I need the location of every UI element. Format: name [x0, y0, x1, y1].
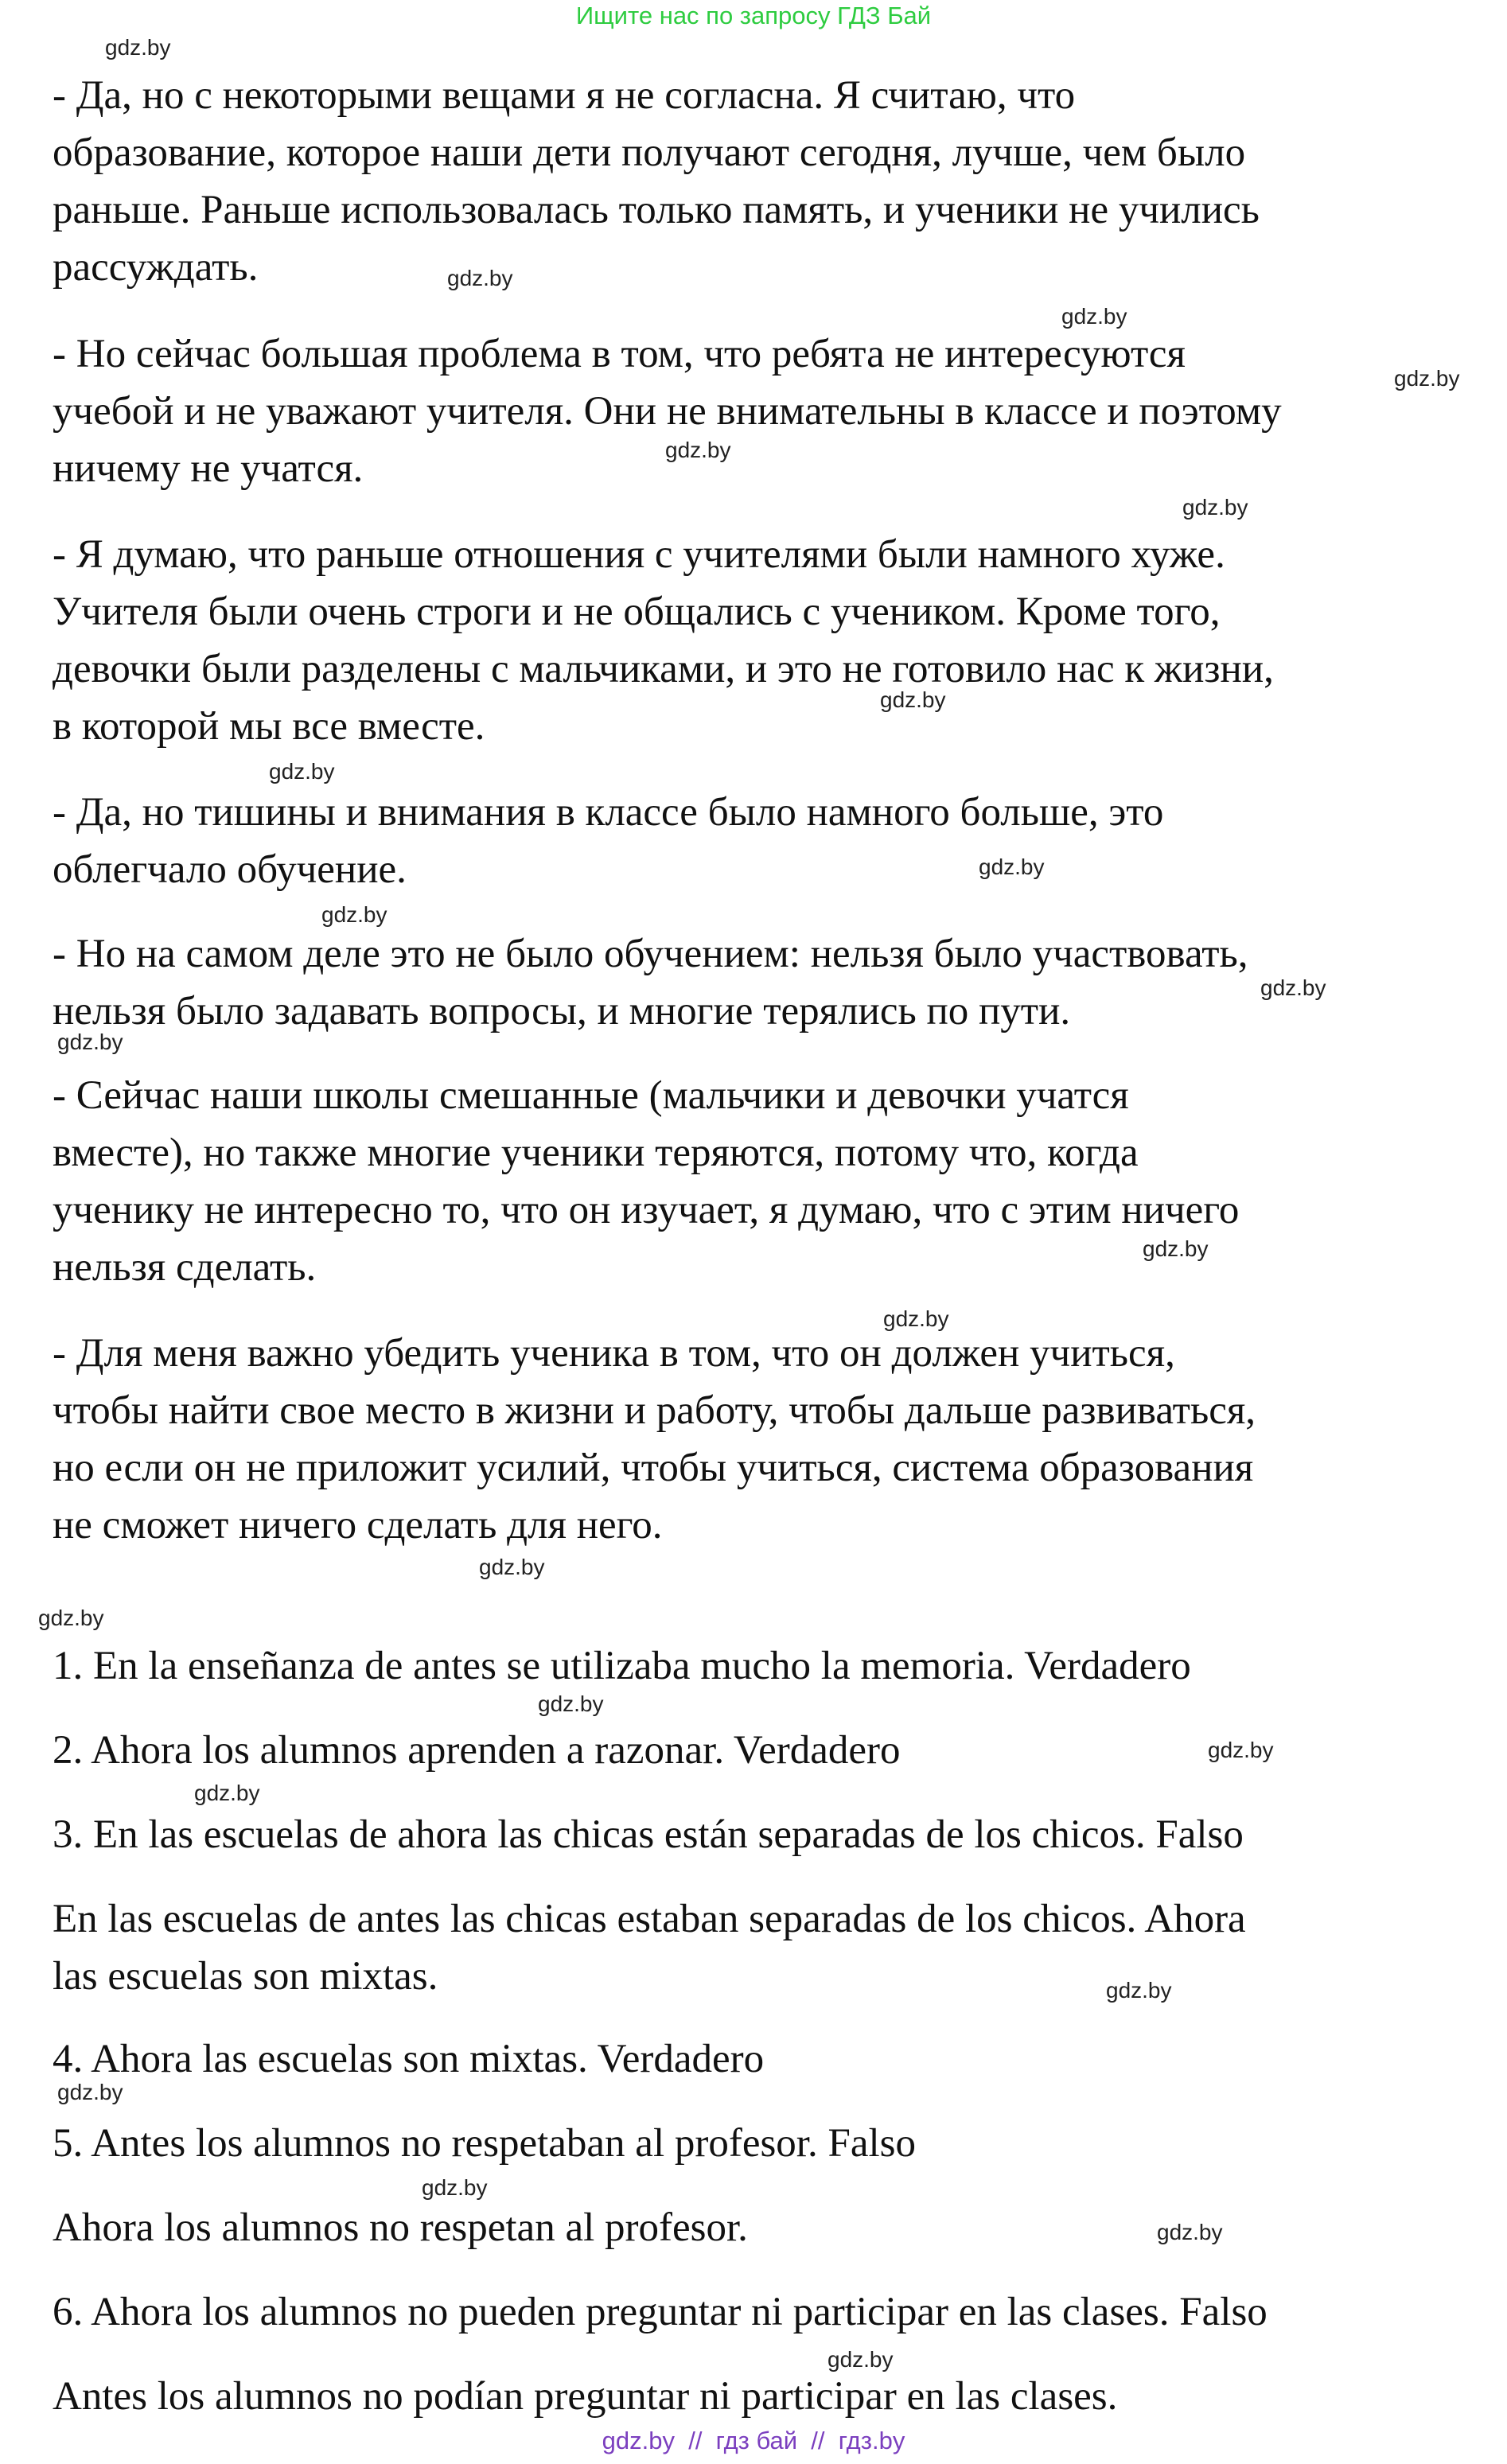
watermark: gdz.by	[1143, 1236, 1209, 1261]
text-line: нельзя сделать.	[53, 1245, 317, 1290]
watermark: gdz.by	[1157, 2220, 1223, 2244]
watermark: gdz.by	[1061, 304, 1127, 329]
text-line: вместе), но также многие ученики теряются, потому что, когда	[53, 1131, 1139, 1175]
watermark: gdz.by	[105, 35, 171, 60]
text-line: 1. En la enseñanza de antes se utilizaba mucho la memoria. Verdadero	[53, 1644, 1191, 1688]
text-line: - Для меня важно убедить ученика в том, что он должен учиться,	[53, 1331, 1175, 1376]
text-line: - Да, но тишины и внимания в классе было намного больше, это	[53, 790, 1164, 835]
footer-links[interactable]: gdz.by // гдз бай // гдз.by	[602, 2427, 905, 2454]
text-line: las escuelas son mixtas.	[53, 1954, 438, 1999]
text-line: в которой мы все вместе.	[53, 704, 485, 749]
text-line: не сможет ничего сделать для него.	[53, 1503, 663, 1547]
watermark: gdz.by	[1182, 495, 1248, 520]
text-line: - Но сейчас большая проблема в том, что ребята не интересуются	[53, 332, 1186, 376]
text-line: раньше. Раньше использовалась только память, и ученики не учились	[53, 188, 1260, 232]
watermark: gdz.by	[1208, 1738, 1274, 1762]
text-line: En las escuelas de antes las chicas estaban separadas de los chicos. Ahora	[53, 1897, 1246, 1941]
dialogue-paragraph-6	[53, 1067, 1477, 1296]
text-line: рассуждать.	[53, 245, 259, 290]
text-line: - Но на самом деле это не было обучением: нельзя было участвовать,	[53, 932, 1248, 976]
text-line: девочки были разделены с мальчиками, и это не готовило нас к жизни,	[53, 647, 1274, 691]
text-line: но если он не приложит усилий, чтобы учиться, система образования	[53, 1446, 1254, 1490]
text-line: нельзя было задавать вопросы, и многие терялись по пути.	[53, 989, 1071, 1033]
text-line: 3. En las escuelas de ahora las chicas están separadas de los chicos. Falso	[53, 1812, 1244, 1857]
answer-4	[53, 2030, 1477, 2088]
watermark: gdz.by	[1106, 1978, 1172, 2003]
answer-6-explanation	[53, 2368, 1477, 2425]
watermark: gdz.by	[321, 902, 387, 927]
watermark: gdz.by	[38, 1606, 104, 1630]
watermark: gdz.by	[422, 2175, 488, 2200]
answer-1	[53, 1637, 1477, 1695]
text-line: 5. Antes los alumnos no respetaban al profesor. Falso	[53, 2121, 916, 2166]
text-line: 2. Ahora los alumnos aprenden a razonar. Verdadero	[53, 1728, 901, 1773]
dialogue-paragraph-3	[53, 526, 1477, 755]
watermark: gdz.by	[880, 687, 946, 712]
text-line: - Да, но с некоторыми вещами я не согласна. Я считаю, что	[53, 73, 1076, 118]
watermark: gdz.by	[979, 854, 1045, 879]
text-line: облегчало обучение.	[53, 847, 407, 892]
text-line: учебой и не уважают учителя. Они не внимательны в классе и поэтому	[53, 389, 1282, 434]
watermark: gdz.by	[538, 1691, 604, 1716]
watermark: gdz.by	[194, 1781, 260, 1805]
dialogue-paragraph-7	[53, 1325, 1477, 1554]
text-line: - Я думаю, что раньше отношения с учителями были намного хуже.	[53, 532, 1225, 577]
dialogue-paragraph-4	[53, 784, 1477, 898]
watermark: gdz.by	[827, 2347, 894, 2372]
watermark: gdz.by	[665, 438, 731, 462]
watermark: gdz.by	[57, 1030, 123, 1054]
answer-6	[53, 2283, 1477, 2341]
text-line: Учителя были очень строги и не общались с учеником. Кроме того,	[53, 590, 1221, 634]
dialogue-paragraph-1	[53, 67, 1477, 296]
text-line: - Сейчас наши школы смешанные (мальчики и девочки учатся	[53, 1073, 1129, 1118]
watermark: gdz.by	[479, 1555, 545, 1579]
text-line: ничему не учатся.	[53, 446, 364, 491]
answer-5-explanation	[53, 2199, 1477, 2256]
text-line: 4. Ahora las escuelas son mixtas. Verdadero	[53, 2037, 765, 2081]
text-line: Ahora los alumnos no respetan al profesor.	[53, 2205, 748, 2250]
watermark: gdz.by	[1394, 366, 1460, 391]
watermark: gdz.by	[269, 759, 335, 784]
dialogue-paragraph-2	[53, 325, 1477, 497]
text-line: чтобы найти свое место в жизни и работу, чтобы дальше развиваться,	[53, 1388, 1256, 1433]
text-line: Antes los alumnos no podían preguntar ni participar en las clases.	[53, 2374, 1118, 2419]
text-line: 6. Ahora los alumnos no pueden preguntar ni participar en las clases. Falso	[53, 2290, 1268, 2334]
search-banner[interactable]: Ищите нас по запросу ГДЗ Бай	[575, 2, 932, 29]
answer-3	[53, 1806, 1477, 1863]
text-line: ученику не интересно то, что он изучает, я думаю, что с этим ничего	[53, 1188, 1240, 1232]
answer-3-explanation	[53, 1890, 1477, 2005]
watermark: gdz.by	[447, 266, 513, 290]
text-line: образование, которое наши дети получают сегодня, лучше, чем было	[53, 130, 1246, 175]
watermark: gdz.by	[1260, 975, 1326, 1000]
watermark: gdz.by	[57, 2080, 123, 2104]
watermark: gdz.by	[883, 1306, 949, 1331]
answer-5	[53, 2115, 1477, 2172]
